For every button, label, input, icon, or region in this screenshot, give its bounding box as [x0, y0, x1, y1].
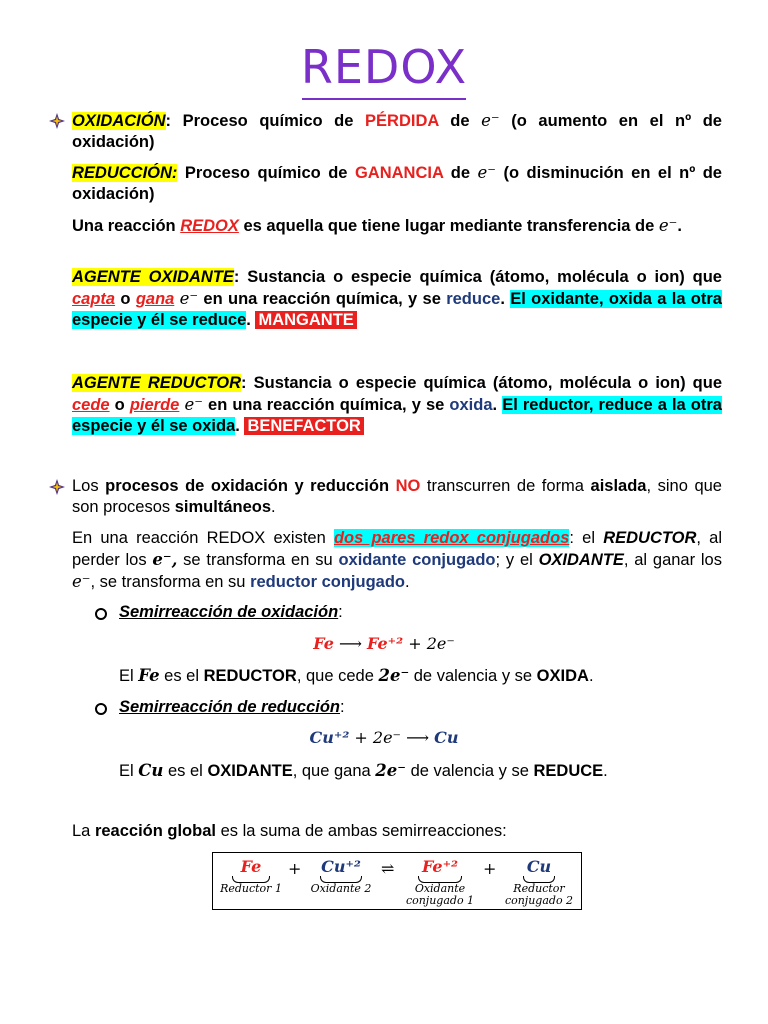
text: Los [72, 477, 106, 495]
equilibrium-sign: ⇌ [381, 859, 395, 878]
oxida-keyword: OXIDA [536, 667, 589, 685]
benefactor-tag: BENEFACTOR [244, 417, 363, 435]
text: , sino que son procesos [72, 477, 722, 516]
term-symbol: Cu⁺² [321, 857, 361, 876]
cede-keyword: cede [72, 396, 110, 414]
text: de valencia y se [409, 667, 537, 685]
no-keyword: NO [395, 477, 421, 495]
global-term-3 [399, 857, 481, 907]
text: . [271, 498, 276, 516]
text: , se transforma en su [90, 573, 251, 591]
text: es el [163, 762, 208, 780]
text: : [340, 698, 345, 716]
text: . [246, 311, 251, 329]
mangante-tag: MANGANTE [255, 311, 356, 329]
eq-term: Cu [434, 728, 459, 747]
text: de [443, 164, 478, 182]
text: . [492, 396, 498, 414]
text: , que cede [296, 667, 379, 685]
text: de [438, 112, 482, 130]
text: Proceso químico de [177, 164, 355, 182]
text: . [500, 290, 505, 308]
text: . [235, 417, 240, 435]
oxidacion-definition [72, 110, 722, 153]
text: es aquella que tiene lugar mediante transferencia de [238, 217, 659, 235]
simultaneos-keyword: simultáneos [174, 498, 272, 516]
semi-reduccion-heading [119, 697, 345, 718]
page-title: REDOX [300, 40, 468, 94]
oxida-keyword: oxida [449, 396, 493, 414]
text: es la suma de ambas semirreacciones: [215, 822, 507, 840]
term-label: Oxidante conjugado 1 [405, 882, 475, 907]
capta-keyword: capta [72, 290, 116, 308]
electron-symbol: 2e⁻ [378, 666, 410, 685]
reductor-keyword: REDUCTOR [203, 667, 297, 685]
term-symbol: Fe [240, 857, 262, 876]
text: ; y el [495, 551, 539, 569]
electron-symbol: e⁻ [658, 216, 678, 235]
ganancia-keyword: GANANCIA [354, 164, 444, 182]
text: . [404, 573, 410, 591]
eq-term: Fe [313, 634, 334, 653]
text: , al ganar los [623, 551, 722, 569]
star-bullet-icon [48, 112, 66, 130]
text: o [109, 396, 130, 414]
eq-term: 2e⁻ [426, 634, 455, 653]
text: en una reacción química, y se [202, 396, 450, 414]
text: . [588, 667, 594, 685]
title-underline [302, 98, 466, 100]
redox-definition [72, 215, 722, 237]
term-label: Oxidante 2 [310, 882, 372, 895]
text: es el [159, 667, 204, 685]
text: de valencia y se [405, 762, 534, 780]
gana-keyword: gana [135, 290, 175, 308]
text: Una reacción [72, 217, 181, 235]
arrow: ⟶ [333, 634, 367, 653]
reduce-keyword: reduce [446, 290, 501, 308]
procesos-keyword: procesos de oxidación y reducción [105, 477, 390, 495]
semi-oxidacion-heading [119, 602, 343, 623]
agente-oxidante-definition [72, 267, 722, 331]
eq-term: Fe⁺² [366, 634, 404, 653]
term-label: Reductor 1 [220, 882, 282, 895]
text: se transforma en su [177, 551, 339, 569]
text: La [72, 822, 95, 840]
text: : Proceso químico de [165, 112, 366, 130]
oxidante-highlight: El oxidante, oxida a la otra especie y él se reduce [72, 290, 722, 329]
semi-reduccion-equation [0, 728, 768, 748]
electron-symbol: e⁻, [152, 550, 178, 569]
text: en una reacción química, y se [198, 290, 447, 308]
reduccion-term: REDUCCIÓN: [72, 164, 178, 182]
star-bullet-icon [48, 478, 66, 496]
global-term-1 [213, 857, 289, 895]
text: Semirreacción de reducción [119, 698, 341, 716]
reduce-keyword: REDUCE [533, 762, 604, 780]
term-symbol: Cu [526, 857, 552, 876]
eq-term: Cu⁺² [309, 728, 350, 747]
text: o [115, 290, 136, 308]
perdida-keyword: PÉRDIDA [365, 112, 439, 130]
electron-symbol: e⁻ [481, 111, 500, 130]
circle-bullet-icon [95, 608, 107, 620]
text: Semirreacción de oxidación [119, 603, 339, 621]
electron-symbol: e⁻ [184, 395, 203, 414]
arrow: ⟶ [401, 728, 435, 747]
plus: + [349, 728, 373, 747]
electron-symbol: e⁻ [72, 572, 91, 591]
text: , que gana [292, 762, 376, 780]
plus-sign: + [483, 859, 497, 878]
reaccion-global-intro [72, 821, 507, 842]
semi-oxidacion-equation [0, 634, 768, 654]
electron-symbol: e⁻ [179, 289, 199, 308]
eq-term: 2e⁻ [372, 728, 401, 747]
species: Cu [138, 761, 164, 780]
agente-reductor-term: AGENTE REDUCTOR [72, 374, 242, 392]
reductor-keyword: REDUCTOR [603, 529, 697, 547]
oxidante-conjugado-keyword: oxidante conjugado [338, 551, 496, 569]
global-term-4 [497, 857, 581, 907]
aislada-keyword: aislada [590, 477, 647, 495]
plus: + [403, 634, 427, 653]
agente-oxidante-term: AGENTE OXIDANTE [72, 268, 234, 286]
semi-oxidacion-explanation [119, 665, 594, 687]
text: . [677, 217, 682, 235]
circle-bullet-icon [95, 703, 107, 715]
agente-reductor-definition [72, 373, 722, 437]
text: : el [569, 529, 604, 547]
text: El [119, 762, 139, 780]
text: El [119, 667, 139, 685]
species: Fe [138, 666, 160, 685]
text: : [338, 603, 343, 621]
text: transcurren de forma [420, 477, 591, 495]
text: : Sustancia o especie química (átomo, molécula o ion) que [233, 268, 722, 286]
oxidante-keyword: OXIDANTE [207, 762, 293, 780]
pares-redox-paragraph [72, 528, 722, 593]
pares-redox-highlight: dos pares redox conjugados [333, 529, 570, 547]
text: (o disminución en el nº de oxidación) [72, 164, 722, 203]
reaccion-global-keyword: reacción global [94, 822, 216, 840]
redox-keyword: REDOX [180, 217, 239, 235]
term-label: Reductor conjugado 2 [504, 882, 574, 907]
electron-symbol: e⁻ [477, 163, 496, 182]
text: En una reacción REDOX existen [72, 529, 334, 547]
oxidacion-term: OXIDACIÓN [72, 112, 166, 130]
global-term-2 [301, 857, 381, 895]
plus-sign: + [288, 859, 302, 878]
oxidante-keyword: OXIDANTE [538, 551, 624, 569]
procesos-paragraph [72, 476, 722, 518]
reductor-conjugado-keyword: reductor conjugado [250, 573, 405, 591]
electron-symbol: 2e⁻ [375, 761, 406, 780]
global-reaction-box [212, 852, 582, 910]
text: : Sustancia o especie química (átomo, molécula o ion) que [241, 374, 722, 392]
reduccion-definition [72, 162, 722, 205]
text: (o aumento en el nº de oxidación) [72, 112, 722, 151]
reductor-highlight: El reductor, reduce a la otra especie y él se oxida [72, 396, 722, 435]
text: , al perder los [72, 529, 722, 569]
pierde-keyword: pierde [129, 396, 180, 414]
term-symbol: Fe⁺² [421, 857, 459, 876]
text: . [603, 762, 608, 780]
semi-reduccion-explanation [119, 760, 608, 782]
